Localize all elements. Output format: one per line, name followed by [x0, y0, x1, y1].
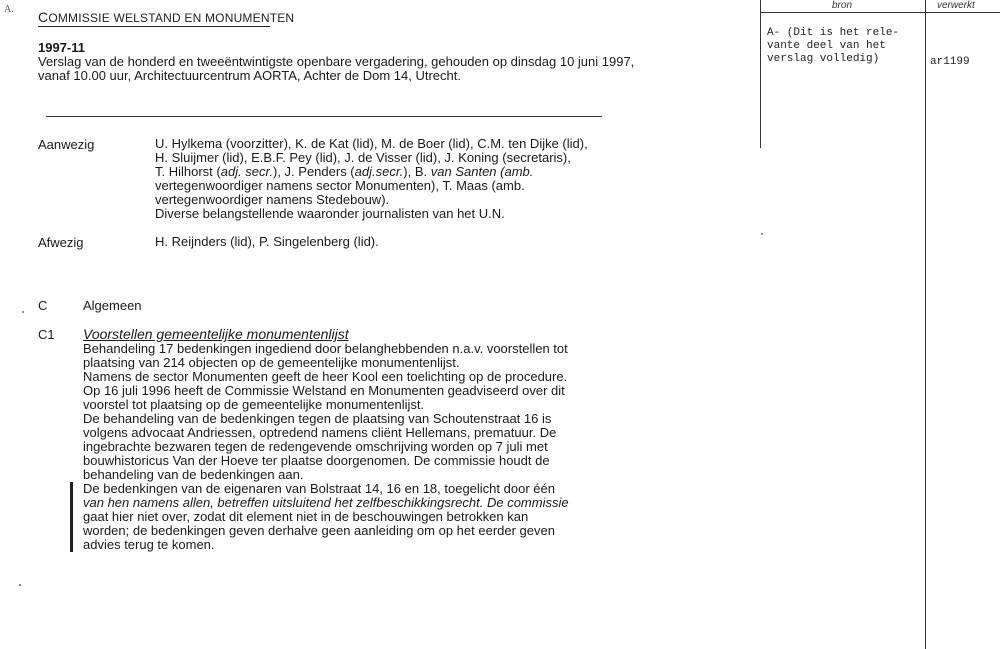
body-line: De bedenkingen van de eigenaren van Bolstraat 14, 16 en 18, toegelicht door één	[83, 481, 555, 496]
meeting-description: Verslag van de honderd en tweeëntwintigste openbare vergadering, gehouden op dinsdag 10 juni 1997, vanaf 10.00 uur, Architectuurcentrum AORTA, Achter de Dom 14, Utrecht.	[38, 54, 635, 83]
absent-list: H. Reijnders (lid), P. Singelenberg (lid).	[155, 234, 379, 249]
body-line: volgens advocaat Andriessen, optredend namens cliënt Hellemans, prematuur. De	[83, 425, 557, 440]
bron-header: bron	[832, 0, 853, 11]
bron-note-line: vante deel van het	[767, 40, 886, 52]
body-line: plaatsing van 214 objecten op de gemeentelijke monumentenlijst.	[83, 355, 460, 370]
corner-mark: A.	[4, 4, 14, 15]
bron-note-line: A- (Dit is het rele-	[767, 27, 900, 39]
body-line: Op 16 juli 1996 heeft de Commissie Welstand en Monumenten geadviseerd over dit	[83, 383, 565, 398]
present-line: Diverse belangstellende waaronder journalisten van het U.N.	[155, 206, 505, 221]
document-title: COMMISSIE WELSTAND EN MONUMENTEN	[38, 9, 295, 25]
section-c1-body	[83, 342, 608, 552]
body-line: worden; de bedenkingen geven derhalve geen aanleiding om op het eerder geven	[83, 523, 555, 538]
verwerkt-column-border	[925, 0, 926, 649]
title-underline	[38, 26, 270, 27]
present-label: Aanwezig	[38, 137, 95, 152]
scan-speck	[19, 584, 21, 586]
bron-note-line: verslag volledig)	[767, 53, 880, 65]
absent-label: Afwezig	[38, 235, 84, 250]
margin-change-bar	[70, 482, 73, 552]
section-c1-title: Voorstellen gemeentelijke monumentenlijst	[83, 326, 349, 342]
body-line: bouwhistoricus Van der Hoeve ter plaatse doorgenomen. De commissie houdt de	[83, 453, 550, 468]
present-line: U. Hylkema (voorzitter), K. de Kat (lid), M. de Boer (lid), C.M. ten Dijke (lid),	[155, 136, 588, 151]
body-line: behandeling van de bedenkingen aan.	[83, 467, 304, 482]
meeting-number: 1997-11	[38, 40, 85, 55]
section-c-code: C	[38, 298, 48, 313]
verwerkt-header: verwerkt	[937, 0, 975, 11]
body-line: gaat hier niet over, zodat dit element niet in de beschouwingen betrokken kan	[83, 509, 529, 524]
body-line: Namens de sector Monumenten geeft de heer Kool een toelichting op de procedure.	[83, 369, 568, 384]
body-line: van hen namens allen, betreffen uitsluitend het zelfbeschikkingsrecht. De commissie	[83, 495, 569, 510]
verwerkt-note: ar1199	[930, 56, 970, 68]
body-line: De behandeling van de bedenkingen tegen de plaatsing van Schoutenstraat 16 is	[83, 411, 552, 426]
scan-speck	[761, 233, 763, 235]
scan-speck	[22, 311, 24, 313]
body-line: advies terug te komen.	[83, 537, 215, 552]
header-separator	[46, 116, 602, 117]
column-header-rule	[760, 12, 1000, 13]
present-line: vertegenwoordiger namens sector Monumenten), T. Maas (amb.	[155, 178, 525, 193]
bron-column-border	[760, 0, 761, 148]
body-line: Behandeling 17 bedenkingen ingediend door belanghebbenden n.a.v. voorstellen tot	[83, 341, 568, 356]
present-line: vertegenwoordiger namens Stedebouw).	[155, 192, 390, 207]
body-line: ingebrachte bezwaren tegen de redengevende omschrijving worden op 7 juli met	[83, 439, 548, 454]
present-line: T. Hilhorst (adj. secr.), J. Penders (adj.secr.), B. van Santen (amb.	[155, 164, 534, 179]
present-list	[155, 137, 635, 221]
section-c1-code: C1	[38, 327, 55, 342]
bron-note	[767, 27, 917, 66]
body-line: voorstel tot plaatsing op de gemeentelijke monumentenlijst.	[83, 397, 425, 412]
present-line: H. Sluijmer (lid), E.B.F. Pey (lid), J. de Visser (lid), J. Koning (secretaris),	[155, 150, 571, 165]
section-c-title: Algemeen	[83, 298, 142, 313]
